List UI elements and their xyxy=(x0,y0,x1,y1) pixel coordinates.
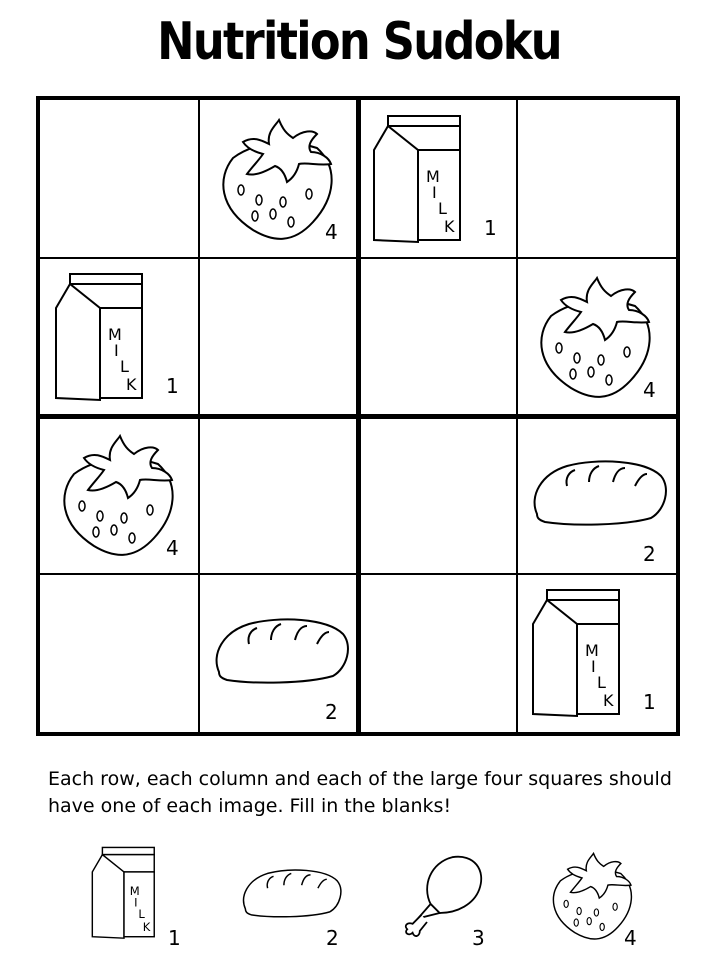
svg-text:L: L xyxy=(597,673,606,692)
legend-item xyxy=(546,852,706,957)
cell-number: 2 xyxy=(643,542,656,566)
cell-number: 1 xyxy=(484,216,497,240)
sudoku-cell-filled xyxy=(199,100,357,258)
sudoku-cell-blank[interactable] xyxy=(199,416,357,574)
sudoku-cell-filled xyxy=(199,574,357,732)
svg-text:I: I xyxy=(114,341,119,360)
legend-number: 2 xyxy=(326,926,339,950)
legend-number: 3 xyxy=(472,926,485,950)
sudoku-cell-filled xyxy=(358,100,516,258)
svg-text:I: I xyxy=(134,895,138,910)
svg-text:L: L xyxy=(138,907,145,921)
legend-item xyxy=(88,846,248,951)
sudoku-cell-filled xyxy=(40,258,198,416)
sudoku-cell-blank[interactable] xyxy=(199,258,357,416)
svg-text:K: K xyxy=(142,919,151,934)
svg-text:K: K xyxy=(444,217,455,236)
sudoku-cell-blank[interactable] xyxy=(517,100,675,258)
page-title: Nutrition Sudoku xyxy=(157,12,561,72)
svg-text:I: I xyxy=(432,183,437,202)
svg-text:M: M xyxy=(108,325,122,344)
legend-item xyxy=(238,866,398,971)
svg-text:L: L xyxy=(438,199,447,218)
cell-number: 1 xyxy=(166,374,179,398)
sudoku-cell-filled xyxy=(40,416,198,574)
sudoku-cell-blank[interactable] xyxy=(40,574,198,732)
cell-number: 4 xyxy=(643,378,656,402)
milk-carton-icon xyxy=(88,846,160,942)
svg-text:L: L xyxy=(120,357,129,376)
svg-text:M: M xyxy=(426,167,440,186)
sudoku-cell-blank[interactable] xyxy=(358,574,516,732)
sudoku-cell-filled xyxy=(517,416,675,574)
svg-text:K: K xyxy=(126,375,137,394)
sudoku-board xyxy=(36,96,680,736)
instructions-text: Each row, each column and each of the large four squares should have one of each image. Fill in the blanks! xyxy=(48,768,672,817)
legend-item xyxy=(400,850,560,955)
cell-number: 4 xyxy=(166,536,179,560)
cell-number: 4 xyxy=(325,220,338,244)
svg-text:M: M xyxy=(585,641,599,660)
legend-number: 1 xyxy=(168,926,181,950)
sudoku-cell-blank[interactable] xyxy=(358,258,516,416)
svg-text:K: K xyxy=(603,691,614,710)
sudoku-cell-filled xyxy=(517,574,675,732)
sudoku-cell-blank[interactable] xyxy=(40,100,198,258)
svg-text:M: M xyxy=(129,883,140,898)
sudoku-cell-filled xyxy=(517,258,675,416)
sudoku-cell-blank[interactable] xyxy=(358,416,516,574)
bread-icon xyxy=(238,866,343,922)
legend-number: 4 xyxy=(624,926,637,950)
cell-number: 1 xyxy=(643,690,656,714)
svg-text:I: I xyxy=(591,657,596,676)
cell-number: 2 xyxy=(325,700,338,724)
